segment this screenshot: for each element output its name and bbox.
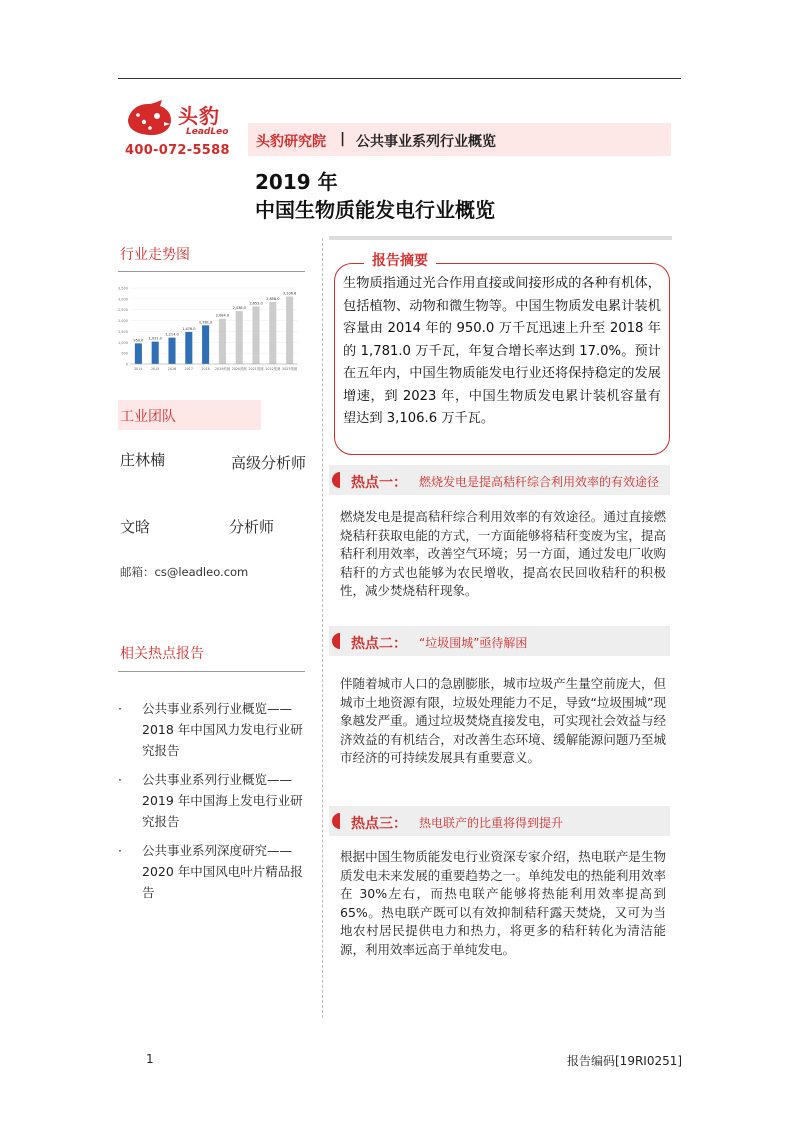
hotspot-header [329, 626, 670, 656]
hotspot-label: 热点三： [351, 816, 407, 832]
analyst-role: 分析师 [229, 518, 275, 536]
y-tick-label: 500 [121, 351, 128, 356]
hotspot-header [329, 806, 670, 836]
bar [219, 319, 226, 364]
bar-value-label: 2,438.0 [232, 306, 246, 311]
hotspot-marker-icon [331, 633, 340, 649]
column-divider [322, 238, 323, 1018]
abstract-top-band [329, 236, 672, 240]
related-heading: 相关热点报告 [120, 646, 204, 662]
leopard-logo-icon [124, 98, 174, 138]
x-tick-label: 2015 [151, 367, 160, 371]
hotspot-text: 燃烧发电是提高秸秆综合利用效率的有效途径。通过直接燃烧秸秆获取电能的方式，一方面能够将秸秆变废为宝，提高秸秆利用效率，改善空气环境；另一方面，通过发电厂收购秸秆的方式也能够为农民增收，提高农民回收秸秆的积极性，减少焚烧秸秆现象。 [340, 509, 666, 599]
bar-value-label: 2,858.0 [266, 296, 280, 301]
related-reports-list [118, 698, 313, 911]
trend-chart [112, 282, 302, 374]
bar-value-label: 1,031.0 [148, 336, 162, 341]
related-report-link[interactable] [118, 698, 313, 761]
bar [185, 332, 192, 364]
hotspot-label: 热点一： [351, 475, 407, 491]
bar [168, 338, 175, 364]
y-tick-label: 1,500 [117, 329, 128, 334]
hotspot-desc: 热电联产的比重将得到提升 [419, 816, 564, 830]
trend-heading: 行业走势图 [120, 247, 190, 263]
hotspot-label: 热点二： [351, 636, 407, 652]
y-tick-label: 1,000 [117, 340, 128, 345]
y-tick-label: 2,000 [117, 319, 128, 324]
hotspot-marker-icon [331, 813, 340, 829]
analyst-role: 高级分析师 [231, 454, 307, 472]
top-rule [118, 78, 681, 79]
y-tick-label: 3,000 [117, 297, 128, 302]
series-header [248, 123, 671, 156]
bar [286, 297, 293, 364]
related-report-title: 公共事业系列行业概览——2018 年中国风力发电行业研究报告 [142, 701, 303, 758]
bar-value-label: 2,653.0 [249, 301, 263, 306]
report-title: 中国生物质能发电行业概览 [255, 198, 495, 222]
bullet: · [118, 701, 122, 716]
bullet: · [118, 772, 122, 787]
hotspot-marker-icon [331, 472, 340, 488]
report-code: 报告编码[19RI0251] [567, 1054, 683, 1068]
header-separator: | [340, 131, 346, 147]
x-tick-label: 2014 [134, 367, 143, 371]
related-report-link[interactable] [118, 769, 313, 832]
x-tick-label: 2023预测 [282, 367, 298, 371]
hotspot-desc: “垃圾围城”亟待解困 [419, 636, 528, 650]
y-tick-label: 2,500 [117, 308, 128, 313]
bar [236, 311, 243, 364]
brand-name-cn: 头豹 [178, 104, 220, 128]
x-tick-label: 2020预测 [231, 367, 247, 371]
y-tick-label: 0 [125, 362, 128, 367]
report-year: 2019 年 [255, 170, 338, 194]
analyst-name: 庄林楠 [120, 451, 166, 469]
bar-value-label: 1,476.0 [182, 326, 196, 331]
related-report-title: 公共事业系列行业概览——2019 年中国海上发电行业研究报告 [142, 772, 303, 829]
page-number: 1 [146, 1052, 154, 1066]
hotspot-desc: 燃烧发电是提高秸秆综合利用效率的有效途径 [419, 475, 660, 489]
x-tick-label: 2018 [201, 367, 210, 371]
abstract-text: 生物质指通过光合作用直接或间接形成的各种有机体，包括植物、动物和微生物等。中国生物质发电累计装机容量由 2014 年的 950.0 万千瓦迅速上升至 2018 年的 1,781.0 万千瓦，年复合增长率达到 17.0%。预计在五年内，中国生物质能发电行业还将保持稳定的发展增速，到 2023 年，中国生物质发电累计装机容量有望达到 3,106.6 万千瓦。 [343, 276, 661, 426]
bullet: · [118, 843, 122, 858]
bar-value-label: 2,084.0 [215, 313, 230, 318]
related-report-title: 公共事业系列深度研究——2020 年中国风电叶片精品报告 [142, 843, 303, 900]
bar-value-label: 1,781.0 [198, 320, 213, 325]
x-tick-label: 2017 [184, 367, 193, 371]
hotspot-text: 伴随着城市人口的急剧膨胀，城市垃圾产生量空前庞大，但城市土地资源有限，垃圾处理能力不足，导致“垃圾围城”现象越发严重。通过垃圾焚烧直接发电，可实现社会效益与经济效益的有机结合，对改善生态环境、缓解能源问题乃至城市经济的可持续发展具有重要意义。 [340, 676, 666, 766]
hotspot-header [329, 465, 670, 495]
x-tick-label: 2021预测 [248, 367, 264, 371]
phone-number: 400-072-5588 [125, 143, 230, 158]
bar [135, 343, 142, 364]
related-heading-rule [118, 671, 305, 672]
x-tick-label: 2016 [167, 367, 177, 371]
bar [252, 306, 259, 364]
contact-email: 邮箱：cs@leadleo.com [120, 565, 249, 579]
bar [269, 302, 276, 364]
bar-value-label: 1,214.0 [165, 332, 179, 337]
x-tick-label: 2019预测 [214, 367, 230, 371]
y-tick-label: 3,500 [117, 286, 128, 291]
related-report-link[interactable] [118, 840, 313, 903]
bar-value-label: 950.0 [133, 338, 144, 343]
bar-value-label: 3,106.6 [282, 291, 297, 296]
brand-name-en: LeadLeo [186, 127, 229, 137]
analyst-name: 文晗 [120, 518, 151, 536]
abstract-title: 报告摘要 [364, 250, 436, 270]
team-heading: 工业团队 [120, 409, 176, 425]
series-name: 公共事业系列行业概览 [356, 134, 496, 150]
x-tick-label: 2022预测 [265, 367, 281, 371]
hotspot-text: 根据中国生物质能发电行业资深专家介绍，热电联产是生物质发电未来发展的重要趋势之一。单纯发电的热能利用效率在 30%左右，而热电联产能够将热能利用效率提高到 65%。热电联产既可以有效抑制秸秆露天焚烧，又可为当地农村居民提供电力和热力，将更多的秸秆转化为清洁能源，利用效率远高于单纯发电。 [340, 849, 666, 957]
bar [152, 342, 159, 364]
org-name: 头豹研究院 [256, 134, 326, 150]
trend-heading-rule [118, 271, 305, 272]
bar [202, 325, 209, 364]
